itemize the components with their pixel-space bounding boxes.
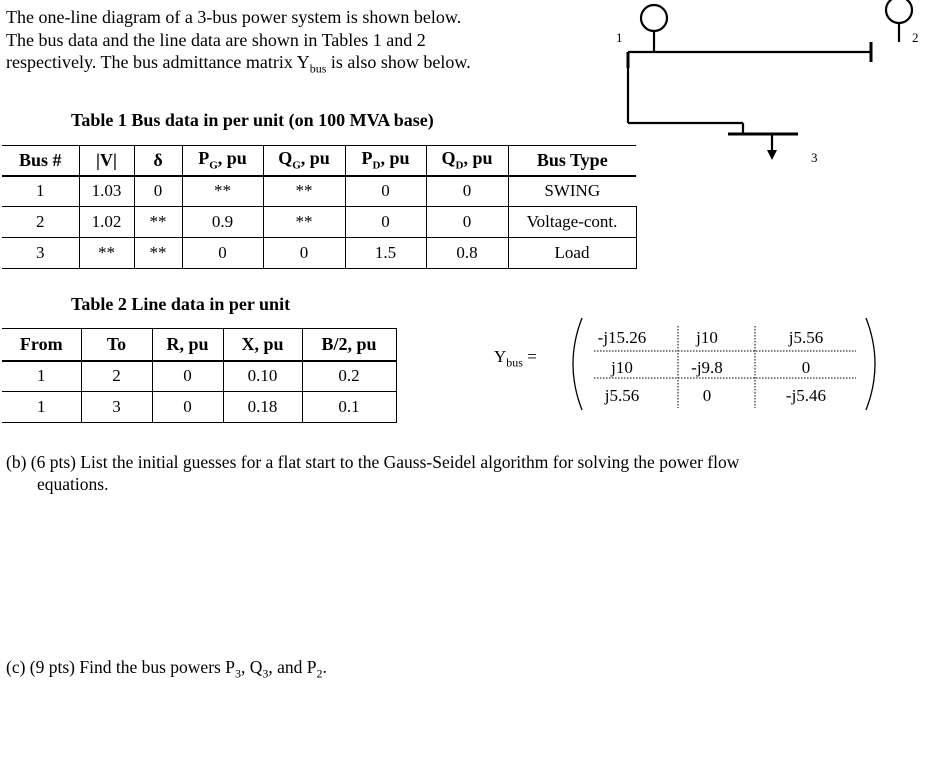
table-row [2, 176, 636, 207]
intro-line-3 [6, 51, 566, 80]
t2-cell: 0.2 [302, 361, 396, 392]
t1-cell: 3 [2, 238, 79, 269]
question-b-line2: equations. [37, 474, 109, 494]
intro-line-2: The bus data and the line data are shown in Tables 1 and 2 [6, 29, 426, 50]
t2-h-from: From [2, 329, 81, 361]
ybus-label [494, 347, 537, 370]
t2-cell: 1 [2, 361, 81, 392]
generator-1-icon [641, 5, 667, 31]
right-paren [866, 318, 875, 410]
t2-cell: 0.18 [223, 392, 302, 423]
table-row [2, 207, 636, 238]
t2-cell: 2 [81, 361, 152, 392]
t1-cell: 1 [2, 176, 79, 207]
t1-cell: 2 [2, 207, 79, 238]
ybus-cell-22: -j9.8 [691, 358, 723, 377]
bus-data-table [2, 145, 637, 269]
t1-cell: 0 [345, 176, 426, 207]
t1-h-bus: Bus # [2, 146, 79, 176]
t1-cell: 0 [426, 176, 508, 207]
t1-h-pg: $P_G$, pu [182, 146, 263, 176]
t1-cell: 1.03 [79, 176, 134, 207]
t2-cell: 0 [152, 392, 223, 423]
line-data-table [2, 328, 397, 423]
intro-line-1: The one-line diagram of a 3-bus power system is shown below. [6, 7, 462, 27]
t1-cell: SWING [508, 176, 636, 207]
question-c [6, 656, 327, 685]
t1-cell: ** [263, 207, 345, 238]
table-row [2, 392, 396, 423]
ybus-label-sub: bus [506, 355, 523, 370]
t1-cell: 0 [426, 207, 508, 238]
t1-cell: ** [134, 238, 182, 269]
t1-h-qg: $Q_G$, pu [263, 146, 345, 176]
question-c-text: (c) (9 pts) Find the bus powers P [6, 657, 235, 677]
problem-intro [6, 6, 566, 80]
t2-cell: 0.10 [223, 361, 302, 392]
t2-cell: 0 [152, 361, 223, 392]
question-b [6, 451, 906, 495]
ybus-cell-13: j5.56 [788, 328, 824, 347]
t1-cell: Voltage-cont. [508, 207, 636, 238]
t2-cell: 1 [2, 392, 81, 423]
t1-cell: 0 [345, 207, 426, 238]
left-paren [573, 318, 582, 410]
t2-h-b: B/2, pu [302, 329, 396, 361]
table2-caption: Table 2 Line data in per unit [71, 294, 291, 314]
t2-cell: 0.1 [302, 392, 396, 423]
sub-3: 3 [234, 666, 241, 681]
table1-caption: Table 1 Bus data in per unit (on 100 MVA base) [71, 110, 434, 130]
t1-cell: 0 [134, 176, 182, 207]
table-row [2, 238, 636, 269]
t1-cell: 0.8 [426, 238, 508, 269]
t1-cell: 1.02 [79, 207, 134, 238]
t2-cell: 3 [81, 392, 152, 423]
question-c-p: , and P [268, 657, 317, 677]
question-c-q: , Q [240, 657, 263, 677]
sub-2: 2 [316, 666, 323, 681]
ybus-equals: = [522, 347, 537, 366]
t1-cell: ** [263, 176, 345, 207]
t1-cell: 0 [182, 238, 263, 269]
bus-2-label: 2 [912, 30, 919, 45]
intro-line-3-text: respectively. The bus admittance matrix Y [6, 52, 310, 72]
sub-3b: 3 [262, 666, 269, 681]
ybus-cell-12: j10 [696, 328, 718, 347]
t1-cell: ** [182, 176, 263, 207]
t1-h-type: Bus Type [508, 146, 636, 176]
table-row [2, 361, 396, 392]
ybus-cell-11: -j15.26 [597, 328, 647, 347]
t1-cell: ** [79, 238, 134, 269]
t1-h-pd: $P_D$, pu [345, 146, 426, 176]
t1-cell: 1.5 [345, 238, 426, 269]
ybus-y: Y [494, 347, 507, 366]
bus-1-label: 1 [616, 30, 623, 45]
t1-cell: ** [134, 207, 182, 238]
t1-cell: 0.9 [182, 207, 263, 238]
intro-line-3-end: is also show below. [326, 52, 471, 72]
question-c-end: . [322, 657, 327, 677]
ybus-cell-23: 0 [801, 358, 811, 377]
t1-cell: Load [508, 238, 636, 269]
question-b-line1: (b) (6 pts) List the initial guesses for a flat start to the Gauss-Seidel algorithm for solving the power flow [6, 452, 740, 472]
ybus-cell-21: j10 [611, 358, 633, 377]
ybus-cell-32: 0 [702, 386, 712, 405]
t2-h-r: R, pu [152, 329, 223, 361]
ybus-cell-31: j5.56 [604, 386, 640, 405]
t1-h-v: |V| [79, 146, 134, 176]
ybus-subscript: bus [309, 61, 327, 76]
t1-cell: 0 [263, 238, 345, 269]
ybus-cell-33: -j5.46 [785, 386, 827, 405]
t2-h-to: To [81, 329, 152, 361]
t1-h-delta: δ [134, 146, 182, 176]
t2-h-x: X, pu [223, 329, 302, 361]
generator-2-icon [886, 0, 912, 23]
bus-3-label: 3 [811, 150, 818, 165]
t1-h-qd: $Q_D$, pu [426, 146, 508, 176]
